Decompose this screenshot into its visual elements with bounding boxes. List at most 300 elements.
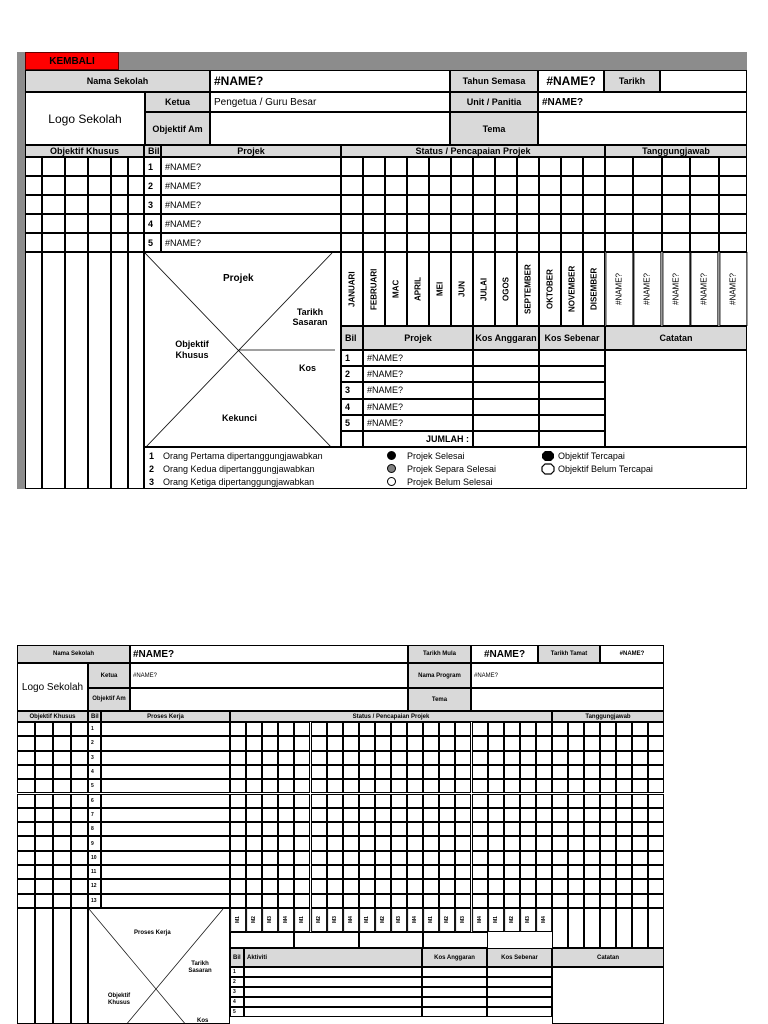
s2-status-cell[interactable] bbox=[536, 894, 552, 908]
s2-status-cell[interactable] bbox=[407, 751, 423, 765]
s2-status-cell[interactable] bbox=[375, 808, 391, 822]
s2-activity-cell[interactable] bbox=[244, 967, 422, 977]
s2-status-cell[interactable] bbox=[327, 865, 343, 879]
s2-status-cell[interactable] bbox=[294, 879, 310, 893]
responsible-cell[interactable] bbox=[719, 157, 747, 176]
s2-status-cell[interactable] bbox=[520, 722, 536, 736]
status-cell[interactable] bbox=[341, 233, 363, 252]
status-cell[interactable] bbox=[385, 233, 407, 252]
status-cell[interactable] bbox=[495, 157, 517, 176]
s2-status-cell[interactable] bbox=[423, 894, 439, 908]
back-button[interactable]: KEMBALI bbox=[25, 52, 119, 70]
s2-status-cell[interactable] bbox=[407, 765, 423, 779]
s2-objective-cell[interactable] bbox=[35, 894, 53, 908]
s2-status-cell[interactable] bbox=[472, 779, 488, 793]
s2-status-cell[interactable] bbox=[407, 794, 423, 808]
s2-status-cell[interactable] bbox=[311, 879, 327, 893]
s2-status-cell[interactable] bbox=[246, 865, 262, 879]
s2-status-cell[interactable] bbox=[488, 736, 504, 750]
s2-objective-cell[interactable] bbox=[35, 779, 53, 793]
date-value[interactable] bbox=[660, 70, 747, 92]
s2-status-cell[interactable] bbox=[278, 851, 294, 865]
s2-responsible-name-cell[interactable] bbox=[600, 908, 616, 948]
s2-objective-column[interactable] bbox=[17, 908, 35, 1024]
s2-status-cell[interactable] bbox=[391, 851, 407, 865]
objective-column[interactable] bbox=[111, 252, 128, 489]
status-cell[interactable] bbox=[473, 157, 495, 176]
objective-column[interactable] bbox=[88, 252, 111, 489]
s2-status-cell[interactable] bbox=[439, 722, 455, 736]
s2-status-cell[interactable] bbox=[391, 779, 407, 793]
s2-status-cell[interactable] bbox=[375, 794, 391, 808]
status-cell[interactable] bbox=[517, 195, 539, 214]
s2-program-name-value[interactable]: #NAME? bbox=[471, 663, 664, 688]
s2-status-cell[interactable] bbox=[439, 836, 455, 850]
s2-responsible-cell[interactable] bbox=[584, 794, 600, 808]
s2-status-cell[interactable] bbox=[504, 894, 520, 908]
s2-status-cell[interactable] bbox=[230, 851, 246, 865]
s2-status-cell[interactable] bbox=[423, 751, 439, 765]
cost-row-estimated[interactable] bbox=[473, 350, 539, 366]
s2-status-cell[interactable] bbox=[294, 822, 310, 836]
s2-objective-cell[interactable] bbox=[35, 736, 53, 750]
status-cell[interactable] bbox=[473, 176, 495, 195]
s2-status-cell[interactable] bbox=[294, 765, 310, 779]
project-row-name[interactable]: #NAME? bbox=[161, 195, 341, 214]
s2-head-value[interactable]: #NAME? bbox=[130, 663, 408, 688]
cost-row-name[interactable]: #NAME? bbox=[363, 415, 473, 431]
s2-objective-cell[interactable] bbox=[71, 894, 88, 908]
objective-cell[interactable] bbox=[128, 214, 144, 233]
cost-row-estimated[interactable] bbox=[473, 415, 539, 431]
s2-status-cell[interactable] bbox=[536, 722, 552, 736]
s2-responsible-cell[interactable] bbox=[568, 879, 584, 893]
s2-responsible-cell[interactable] bbox=[600, 779, 616, 793]
s2-status-cell[interactable] bbox=[472, 722, 488, 736]
s2-status-cell[interactable] bbox=[391, 865, 407, 879]
s2-responsible-cell[interactable] bbox=[648, 736, 664, 750]
s2-status-cell[interactable] bbox=[504, 751, 520, 765]
responsible-cell[interactable] bbox=[662, 214, 690, 233]
s2-status-cell[interactable] bbox=[246, 736, 262, 750]
s2-status-cell[interactable] bbox=[455, 751, 471, 765]
s2-status-cell[interactable] bbox=[246, 765, 262, 779]
responsible-cell[interactable] bbox=[605, 157, 633, 176]
s2-status-cell[interactable] bbox=[391, 879, 407, 893]
s2-status-cell[interactable] bbox=[520, 736, 536, 750]
s2-status-cell[interactable] bbox=[423, 865, 439, 879]
objective-column[interactable] bbox=[25, 252, 42, 489]
s2-status-cell[interactable] bbox=[375, 894, 391, 908]
responsible-cell[interactable] bbox=[690, 157, 718, 176]
status-cell[interactable] bbox=[407, 233, 429, 252]
s2-status-cell[interactable] bbox=[375, 765, 391, 779]
status-cell[interactable] bbox=[407, 195, 429, 214]
s2-responsible-cell[interactable] bbox=[632, 894, 648, 908]
status-cell[interactable] bbox=[561, 176, 583, 195]
status-cell[interactable] bbox=[341, 214, 363, 233]
s2-status-cell[interactable] bbox=[230, 722, 246, 736]
s2-responsible-cell[interactable] bbox=[568, 808, 584, 822]
s2-objective-cell[interactable] bbox=[71, 765, 88, 779]
s2-objective-cell[interactable] bbox=[53, 851, 71, 865]
s2-status-cell[interactable] bbox=[472, 865, 488, 879]
objective-cell[interactable] bbox=[42, 176, 65, 195]
s2-status-cell[interactable] bbox=[327, 879, 343, 893]
responsible-cell[interactable] bbox=[719, 195, 747, 214]
s2-status-cell[interactable] bbox=[407, 808, 423, 822]
s2-responsible-cell[interactable] bbox=[584, 765, 600, 779]
s2-status-cell[interactable] bbox=[262, 865, 278, 879]
s2-responsible-name-cell[interactable] bbox=[584, 908, 600, 948]
objective-cell[interactable] bbox=[128, 195, 144, 214]
s2-start-date-value[interactable]: #NAME? bbox=[471, 645, 538, 663]
s2-status-cell[interactable] bbox=[423, 822, 439, 836]
s2-responsible-cell[interactable] bbox=[600, 794, 616, 808]
status-cell[interactable] bbox=[341, 195, 363, 214]
status-cell[interactable] bbox=[539, 157, 561, 176]
s2-objective-cell[interactable] bbox=[71, 722, 88, 736]
responsible-cell[interactable] bbox=[719, 214, 747, 233]
s2-estimated-cell[interactable] bbox=[422, 977, 487, 987]
status-cell[interactable] bbox=[363, 233, 385, 252]
s2-objective-cell[interactable] bbox=[53, 751, 71, 765]
s2-status-cell[interactable] bbox=[375, 851, 391, 865]
s2-general-objective-value[interactable] bbox=[130, 688, 408, 711]
project-row-name[interactable]: #NAME? bbox=[161, 214, 341, 233]
s2-responsible-cell[interactable] bbox=[568, 894, 584, 908]
objective-cell[interactable] bbox=[42, 214, 65, 233]
s2-responsible-cell[interactable] bbox=[552, 879, 568, 893]
s2-responsible-cell[interactable] bbox=[648, 851, 664, 865]
s2-status-cell[interactable] bbox=[407, 879, 423, 893]
status-cell[interactable] bbox=[517, 214, 539, 233]
s2-objective-cell[interactable] bbox=[17, 879, 35, 893]
s2-status-cell[interactable] bbox=[472, 736, 488, 750]
s2-status-cell[interactable] bbox=[536, 808, 552, 822]
s2-status-cell[interactable] bbox=[262, 879, 278, 893]
cost-row-name[interactable]: #NAME? bbox=[363, 399, 473, 415]
s2-responsible-cell[interactable] bbox=[616, 794, 632, 808]
project-row-name[interactable]: #NAME? bbox=[161, 233, 341, 252]
s2-status-cell[interactable] bbox=[311, 836, 327, 850]
s2-responsible-cell[interactable] bbox=[568, 722, 584, 736]
s2-end-date-value[interactable]: #NAME? bbox=[600, 645, 664, 663]
s2-objective-cell[interactable] bbox=[17, 794, 35, 808]
s2-status-cell[interactable] bbox=[230, 879, 246, 893]
s2-process-cell[interactable] bbox=[101, 751, 230, 765]
s2-status-cell[interactable] bbox=[504, 822, 520, 836]
objective-cell[interactable] bbox=[88, 214, 111, 233]
s2-status-cell[interactable] bbox=[407, 722, 423, 736]
s2-process-cell[interactable] bbox=[101, 722, 230, 736]
s2-responsible-name-cell[interactable] bbox=[616, 908, 632, 948]
s2-responsible-cell[interactable] bbox=[568, 865, 584, 879]
s2-status-cell[interactable] bbox=[262, 894, 278, 908]
s2-responsible-cell[interactable] bbox=[568, 822, 584, 836]
s2-status-cell[interactable] bbox=[407, 779, 423, 793]
s2-objective-cell[interactable] bbox=[17, 779, 35, 793]
s2-status-cell[interactable] bbox=[359, 865, 375, 879]
s2-status-cell[interactable] bbox=[359, 822, 375, 836]
s2-objective-column[interactable] bbox=[71, 908, 88, 1024]
s2-status-cell[interactable] bbox=[504, 779, 520, 793]
s2-responsible-cell[interactable] bbox=[568, 836, 584, 850]
objective-cell[interactable] bbox=[128, 233, 144, 252]
status-cell[interactable] bbox=[407, 214, 429, 233]
s2-estimated-cell[interactable] bbox=[422, 997, 487, 1007]
s2-status-cell[interactable] bbox=[520, 794, 536, 808]
s2-status-cell[interactable] bbox=[262, 851, 278, 865]
status-cell[interactable] bbox=[473, 233, 495, 252]
s2-status-cell[interactable] bbox=[472, 794, 488, 808]
s2-responsible-cell[interactable] bbox=[568, 765, 584, 779]
s2-objective-cell[interactable] bbox=[53, 794, 71, 808]
status-cell[interactable] bbox=[385, 195, 407, 214]
s2-status-cell[interactable] bbox=[230, 765, 246, 779]
cost-row-name[interactable]: #NAME? bbox=[363, 382, 473, 398]
objective-cell[interactable] bbox=[128, 176, 144, 195]
s2-status-cell[interactable] bbox=[391, 808, 407, 822]
status-cell[interactable] bbox=[539, 176, 561, 195]
s2-status-cell[interactable] bbox=[327, 794, 343, 808]
s2-theme-value[interactable] bbox=[471, 688, 664, 711]
objective-cell[interactable] bbox=[111, 214, 128, 233]
s2-status-cell[interactable] bbox=[262, 836, 278, 850]
s2-responsible-cell[interactable] bbox=[552, 751, 568, 765]
s2-responsible-cell[interactable] bbox=[632, 765, 648, 779]
s2-status-cell[interactable] bbox=[278, 894, 294, 908]
s2-responsible-cell[interactable] bbox=[584, 722, 600, 736]
s2-status-cell[interactable] bbox=[455, 765, 471, 779]
s2-objective-cell[interactable] bbox=[53, 808, 71, 822]
s2-status-cell[interactable] bbox=[327, 836, 343, 850]
s2-responsible-cell[interactable] bbox=[616, 808, 632, 822]
s2-status-cell[interactable] bbox=[327, 751, 343, 765]
s2-status-cell[interactable] bbox=[520, 865, 536, 879]
objective-cell[interactable] bbox=[111, 176, 128, 195]
objective-cell[interactable] bbox=[42, 233, 65, 252]
status-cell[interactable] bbox=[561, 233, 583, 252]
s2-status-cell[interactable] bbox=[520, 894, 536, 908]
objective-cell[interactable] bbox=[88, 195, 111, 214]
s2-actual-cell[interactable] bbox=[487, 1007, 552, 1017]
objective-column[interactable] bbox=[128, 252, 144, 489]
s2-status-cell[interactable] bbox=[327, 851, 343, 865]
s2-status-cell[interactable] bbox=[439, 765, 455, 779]
objective-cell[interactable] bbox=[88, 233, 111, 252]
s2-status-cell[interactable] bbox=[472, 751, 488, 765]
s2-status-cell[interactable] bbox=[504, 794, 520, 808]
s2-responsible-cell[interactable] bbox=[648, 879, 664, 893]
responsible-cell[interactable] bbox=[633, 233, 661, 252]
responsible-cell[interactable] bbox=[690, 195, 718, 214]
status-cell[interactable] bbox=[451, 195, 473, 214]
status-cell[interactable] bbox=[561, 195, 583, 214]
s2-responsible-cell[interactable] bbox=[600, 851, 616, 865]
s2-responsible-cell[interactable] bbox=[616, 779, 632, 793]
s2-status-cell[interactable] bbox=[391, 765, 407, 779]
s2-responsible-cell[interactable] bbox=[632, 851, 648, 865]
s2-activity-cell[interactable] bbox=[244, 987, 422, 997]
status-cell[interactable] bbox=[451, 176, 473, 195]
s2-status-cell[interactable] bbox=[407, 822, 423, 836]
cost-row-name[interactable]: #NAME? bbox=[363, 366, 473, 382]
status-cell[interactable] bbox=[429, 195, 451, 214]
status-cell[interactable] bbox=[539, 233, 561, 252]
s2-status-cell[interactable] bbox=[294, 894, 310, 908]
s2-objective-cell[interactable] bbox=[35, 851, 53, 865]
s2-status-cell[interactable] bbox=[278, 822, 294, 836]
status-cell[interactable] bbox=[539, 214, 561, 233]
s2-status-cell[interactable] bbox=[520, 879, 536, 893]
responsible-cell[interactable] bbox=[662, 195, 690, 214]
s2-status-cell[interactable] bbox=[488, 722, 504, 736]
objective-cell[interactable] bbox=[42, 195, 65, 214]
responsible-cell[interactable] bbox=[633, 176, 661, 195]
responsible-cell[interactable] bbox=[662, 233, 690, 252]
remarks-area[interactable] bbox=[605, 350, 747, 447]
s2-responsible-cell[interactable] bbox=[632, 879, 648, 893]
s2-status-cell[interactable] bbox=[375, 722, 391, 736]
s2-status-cell[interactable] bbox=[536, 879, 552, 893]
total-actual-cost[interactable] bbox=[539, 431, 605, 447]
s2-status-cell[interactable] bbox=[455, 722, 471, 736]
s2-status-cell[interactable] bbox=[504, 851, 520, 865]
status-cell[interactable] bbox=[429, 176, 451, 195]
objective-cell[interactable] bbox=[25, 195, 42, 214]
s2-activity-cell[interactable] bbox=[244, 997, 422, 1007]
s2-status-cell[interactable] bbox=[439, 808, 455, 822]
s2-objective-cell[interactable] bbox=[35, 765, 53, 779]
s2-actual-cell[interactable] bbox=[487, 987, 552, 997]
s2-responsible-name-cell[interactable] bbox=[648, 908, 664, 948]
s2-status-cell[interactable] bbox=[294, 794, 310, 808]
s2-responsible-cell[interactable] bbox=[568, 751, 584, 765]
s2-responsible-cell[interactable] bbox=[632, 865, 648, 879]
s2-status-cell[interactable] bbox=[343, 822, 359, 836]
s2-objective-cell[interactable] bbox=[35, 794, 53, 808]
s2-status-cell[interactable] bbox=[455, 879, 471, 893]
responsible-cell[interactable] bbox=[690, 233, 718, 252]
s2-status-cell[interactable] bbox=[359, 794, 375, 808]
s2-status-cell[interactable] bbox=[423, 779, 439, 793]
s2-status-cell[interactable] bbox=[423, 736, 439, 750]
status-cell[interactable] bbox=[473, 195, 495, 214]
responsible-cell[interactable] bbox=[719, 233, 747, 252]
s2-month-group-cell[interactable] bbox=[294, 932, 358, 948]
s2-status-cell[interactable] bbox=[520, 851, 536, 865]
s2-school-name-value[interactable]: #NAME? bbox=[130, 645, 408, 663]
cost-row-actual[interactable] bbox=[539, 415, 605, 431]
s2-status-cell[interactable] bbox=[391, 822, 407, 836]
s2-status-cell[interactable] bbox=[536, 865, 552, 879]
s2-status-cell[interactable] bbox=[294, 736, 310, 750]
s2-status-cell[interactable] bbox=[391, 794, 407, 808]
s2-status-cell[interactable] bbox=[294, 722, 310, 736]
status-cell[interactable] bbox=[517, 157, 539, 176]
s2-status-cell[interactable] bbox=[455, 779, 471, 793]
s2-status-cell[interactable] bbox=[343, 722, 359, 736]
s2-objective-cell[interactable] bbox=[35, 865, 53, 879]
s2-status-cell[interactable] bbox=[455, 808, 471, 822]
s2-responsible-cell[interactable] bbox=[584, 779, 600, 793]
s2-status-cell[interactable] bbox=[246, 894, 262, 908]
total-estimated-cost[interactable] bbox=[473, 431, 539, 447]
status-cell[interactable] bbox=[385, 214, 407, 233]
s2-status-cell[interactable] bbox=[488, 765, 504, 779]
s2-status-cell[interactable] bbox=[504, 865, 520, 879]
objective-cell[interactable] bbox=[65, 214, 88, 233]
s2-status-cell[interactable] bbox=[536, 736, 552, 750]
s2-status-cell[interactable] bbox=[343, 865, 359, 879]
s2-status-cell[interactable] bbox=[472, 765, 488, 779]
s2-status-cell[interactable] bbox=[278, 836, 294, 850]
objective-cell[interactable] bbox=[65, 157, 88, 176]
s2-status-cell[interactable] bbox=[455, 794, 471, 808]
s2-status-cell[interactable] bbox=[439, 851, 455, 865]
s2-status-cell[interactable] bbox=[488, 822, 504, 836]
s2-status-cell[interactable] bbox=[343, 879, 359, 893]
s2-status-cell[interactable] bbox=[278, 736, 294, 750]
status-cell[interactable] bbox=[583, 195, 605, 214]
s2-status-cell[interactable] bbox=[294, 751, 310, 765]
s2-objective-column[interactable] bbox=[35, 908, 53, 1024]
s2-status-cell[interactable] bbox=[311, 751, 327, 765]
s2-responsible-cell[interactable] bbox=[584, 751, 600, 765]
s2-status-cell[interactable] bbox=[359, 851, 375, 865]
s2-responsible-cell[interactable] bbox=[600, 879, 616, 893]
s2-process-cell[interactable] bbox=[101, 779, 230, 793]
s2-status-cell[interactable] bbox=[278, 779, 294, 793]
s2-status-cell[interactable] bbox=[327, 736, 343, 750]
s2-status-cell[interactable] bbox=[520, 836, 536, 850]
s2-responsible-cell[interactable] bbox=[584, 865, 600, 879]
s2-status-cell[interactable] bbox=[504, 836, 520, 850]
s2-status-cell[interactable] bbox=[230, 736, 246, 750]
s2-status-cell[interactable] bbox=[230, 836, 246, 850]
s2-process-cell[interactable] bbox=[101, 851, 230, 865]
s2-status-cell[interactable] bbox=[278, 808, 294, 822]
status-cell[interactable] bbox=[429, 233, 451, 252]
status-cell[interactable] bbox=[341, 176, 363, 195]
s2-activity-cell[interactable] bbox=[244, 1007, 422, 1017]
s2-actual-cell[interactable] bbox=[487, 967, 552, 977]
s2-responsible-cell[interactable] bbox=[600, 836, 616, 850]
status-cell[interactable] bbox=[385, 157, 407, 176]
status-cell[interactable] bbox=[517, 176, 539, 195]
s2-status-cell[interactable] bbox=[359, 879, 375, 893]
status-cell[interactable] bbox=[451, 214, 473, 233]
s2-status-cell[interactable] bbox=[278, 879, 294, 893]
cost-row-estimated[interactable] bbox=[473, 382, 539, 398]
s2-status-cell[interactable] bbox=[327, 722, 343, 736]
s2-status-cell[interactable] bbox=[504, 765, 520, 779]
s2-responsible-cell[interactable] bbox=[632, 779, 648, 793]
s2-objective-cell[interactable] bbox=[35, 722, 53, 736]
s2-status-cell[interactable] bbox=[359, 736, 375, 750]
status-cell[interactable] bbox=[495, 214, 517, 233]
s2-responsible-cell[interactable] bbox=[648, 794, 664, 808]
status-cell[interactable] bbox=[561, 157, 583, 176]
s2-status-cell[interactable] bbox=[311, 822, 327, 836]
status-cell[interactable] bbox=[539, 195, 561, 214]
s2-status-cell[interactable] bbox=[327, 779, 343, 793]
unit-value[interactable]: #NAME? bbox=[538, 92, 747, 112]
s2-responsible-cell[interactable] bbox=[648, 765, 664, 779]
s2-status-cell[interactable] bbox=[423, 722, 439, 736]
s2-status-cell[interactable] bbox=[246, 808, 262, 822]
